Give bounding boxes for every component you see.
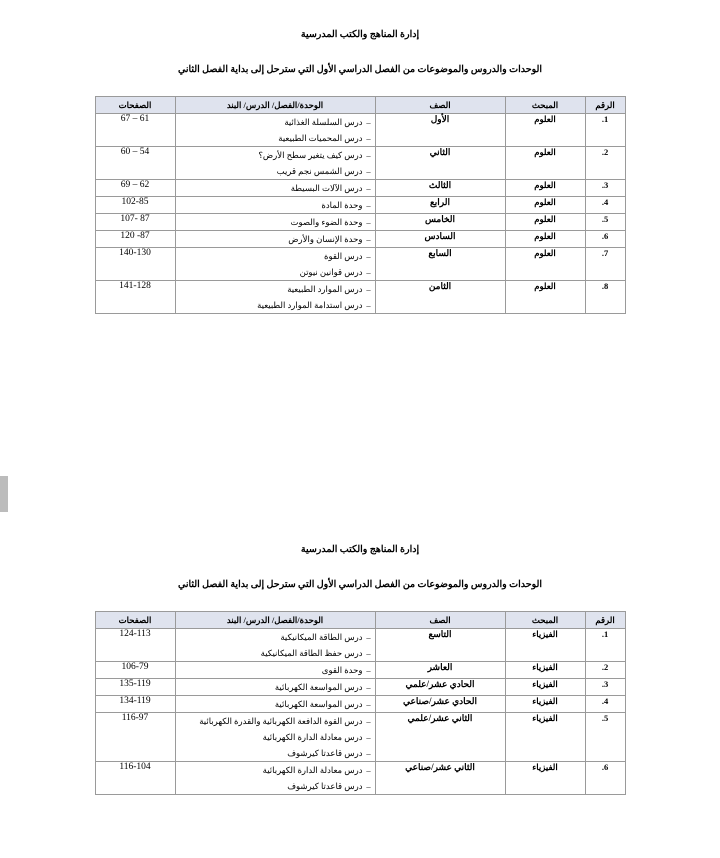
lesson-item [176, 231, 375, 247]
cell-grade: السادس [375, 230, 505, 247]
cell-pages: 106-79 [95, 661, 175, 678]
column-header-subject: المبحث [505, 96, 585, 113]
cell-subject: الفيزياء [505, 678, 585, 695]
lesson-item [176, 281, 375, 297]
column-header-grade: الصف [375, 611, 505, 628]
table-row [95, 280, 625, 313]
lesson-label: درس المحميات الطبيعية [278, 132, 363, 143]
cell-unit-lessons [175, 247, 375, 280]
cell-number: .4 [585, 196, 625, 213]
cell-pages: 69 – 62 [95, 179, 175, 196]
cell-unit-lessons [175, 661, 375, 678]
cell-grade: الرابع [375, 196, 505, 213]
table-row [95, 213, 625, 230]
dash-bullet-icon: – [366, 216, 371, 227]
dash-bullet-icon: – [366, 116, 371, 127]
table-header-row [95, 96, 625, 113]
dash-bullet-icon: – [366, 283, 371, 294]
cell-pages: 134-119 [95, 695, 175, 712]
cell-grade: الثامن [375, 280, 505, 313]
table-row [95, 247, 625, 280]
cell-number: .7 [585, 247, 625, 280]
cell-unit-lessons [175, 213, 375, 230]
dash-bullet-icon: – [366, 698, 371, 709]
lesson-list [176, 214, 375, 230]
cell-subject: الفيزياء [505, 712, 585, 761]
dash-bullet-icon: – [366, 233, 371, 244]
dash-bullet-icon: – [366, 631, 371, 642]
lesson-label: درس معادلة الدارة الكهربائية [262, 764, 363, 775]
cell-number: .5 [585, 712, 625, 761]
column-header-unit: الوحدة/الفصل/ الدرس/ البند [175, 96, 375, 113]
dash-bullet-icon: – [366, 165, 371, 176]
dash-bullet-icon: – [366, 182, 371, 193]
lesson-label: درس المواسعة الكهربائية [274, 698, 363, 709]
lesson-list [176, 231, 375, 247]
dash-bullet-icon: – [366, 715, 371, 726]
lesson-label: درس القوة [324, 250, 363, 261]
cell-pages: 116-97 [95, 712, 175, 761]
lesson-label: درس الآلات البسيطة [290, 182, 363, 193]
cell-pages: 120 -87 [95, 230, 175, 247]
cell-unit-lessons [175, 712, 375, 761]
column-header-grade: الصف [375, 96, 505, 113]
cell-pages: 67 – 61 [95, 113, 175, 146]
cell-number: .2 [585, 661, 625, 678]
column-header-pages: الصفحات [95, 611, 175, 628]
column-header-subject: المبحث [505, 611, 585, 628]
cell-grade: العاشر [375, 661, 505, 678]
lesson-label: درس المواسعة الكهربائية [274, 681, 363, 692]
cell-grade: الخامس [375, 213, 505, 230]
dash-bullet-icon: – [366, 731, 371, 742]
cell-number: .4 [585, 695, 625, 712]
lesson-label: درس كيف يتغير سطح الأرض؟ [258, 149, 363, 160]
cell-grade: الثاني عشر/صناعي [375, 761, 505, 794]
lesson-list [176, 696, 375, 712]
dash-bullet-icon: – [366, 199, 371, 210]
cell-subject: الفيزياء [505, 695, 585, 712]
lesson-item [176, 762, 375, 778]
lesson-label: درس السلسلة الغذائية [284, 116, 363, 127]
cell-pages: 135-119 [95, 678, 175, 695]
table-row [95, 695, 625, 712]
lesson-item [176, 745, 375, 761]
cell-subject: الفيزياء [505, 761, 585, 794]
lesson-label: درس حفظ الطاقة الميكانيكية [260, 647, 363, 658]
dash-bullet-icon: – [366, 647, 371, 658]
dash-bullet-icon: – [366, 266, 371, 277]
lesson-item [176, 679, 375, 695]
dash-bullet-icon: – [366, 132, 371, 143]
lesson-list [176, 629, 375, 661]
schedule-table-science [95, 96, 626, 314]
cell-number: .8 [585, 280, 625, 313]
cell-number: .5 [585, 213, 625, 230]
table-row [95, 661, 625, 678]
dash-bullet-icon: – [366, 299, 371, 310]
cell-unit-lessons [175, 230, 375, 247]
dash-bullet-icon: – [366, 764, 371, 775]
cell-unit-lessons [175, 761, 375, 794]
cell-pages: 140-130 [95, 247, 175, 280]
cell-subject: الفيزياء [505, 628, 585, 661]
cell-subject: العلوم [505, 230, 585, 247]
lesson-list [176, 281, 375, 313]
cell-grade: التاسع [375, 628, 505, 661]
cell-unit-lessons [175, 179, 375, 196]
lesson-label: درس القوة الدافعة الكهربائية والقدرة الكهربائية [199, 715, 363, 726]
column-header-number: الرقم [585, 611, 625, 628]
cell-subject: الفيزياء [505, 661, 585, 678]
lesson-label: درس معادلة الدارة الكهربائية [262, 731, 363, 742]
cell-pages: 60 – 54 [95, 146, 175, 179]
lesson-item [176, 645, 375, 661]
table-row [95, 678, 625, 695]
cell-number: .6 [585, 761, 625, 794]
cell-unit-lessons [175, 695, 375, 712]
table-row [95, 146, 625, 179]
lesson-label: وحدة المادة [321, 199, 363, 210]
lesson-list [176, 180, 375, 196]
lesson-label: درس قوانين نيوتن [299, 266, 363, 277]
lesson-item [176, 248, 375, 264]
cell-grade: الأول [375, 113, 505, 146]
lesson-item [176, 264, 375, 280]
table-body-physics [95, 628, 625, 794]
table-row [95, 113, 625, 146]
lesson-item [176, 214, 375, 230]
dash-bullet-icon: – [366, 149, 371, 160]
cell-number: .1 [585, 628, 625, 661]
dash-bullet-icon: – [366, 747, 371, 758]
page-subtitle-2: الوحدات والدروس والموضوعات من الفصل الدراسي الأول التي سترحل إلى بداية الفصل الثاني [177, 580, 543, 591]
page-title-2: إدارة المناهج والكتب المدرسية [300, 545, 420, 555]
lesson-item [176, 180, 375, 196]
lesson-item [176, 729, 375, 745]
cell-pages: 124-113 [95, 628, 175, 661]
lesson-item [176, 197, 375, 213]
cell-pages: 102-85 [95, 196, 175, 213]
table-row [95, 628, 625, 661]
cell-unit-lessons [175, 113, 375, 146]
lesson-label: درس الشمس نجم قريب [276, 165, 363, 176]
cell-grade: الثاني [375, 146, 505, 179]
cell-grade: الثالث [375, 179, 505, 196]
cell-pages: 116-104 [95, 761, 175, 794]
cell-grade: الثاني عشر/علمي [375, 712, 505, 761]
lesson-item [176, 713, 375, 729]
cell-subject: العلوم [505, 179, 585, 196]
cell-number: .1 [585, 113, 625, 146]
cell-number: .2 [585, 146, 625, 179]
dash-bullet-icon: – [366, 681, 371, 692]
cell-subject: العلوم [505, 146, 585, 179]
dash-bullet-icon: – [366, 664, 371, 675]
cell-grade: السابع [375, 247, 505, 280]
cell-unit-lessons [175, 196, 375, 213]
schedule-table-physics [95, 611, 626, 795]
cell-unit-lessons [175, 678, 375, 695]
table-header-row [95, 611, 625, 628]
table-body-science [95, 113, 625, 313]
cell-number: .6 [585, 230, 625, 247]
column-header-pages: الصفحات [95, 96, 175, 113]
lesson-item [176, 297, 375, 313]
lesson-label: وحدة الإنسان والأرض [288, 233, 363, 244]
page-subtitle-1: الوحدات والدروس والموضوعات من الفصل الدراسي الأول التي سترحل إلى بداية الفصل الثاني [177, 65, 543, 76]
lesson-label: درس استدامة الموارد الطبيعية [257, 299, 363, 310]
document-section-science [0, 0, 720, 314]
table-row [95, 761, 625, 794]
cell-number: .3 [585, 179, 625, 196]
cell-pages: 107- 87 [95, 213, 175, 230]
dash-bullet-icon: – [366, 780, 371, 791]
lesson-label: درس الطاقة الميكانيكية [280, 631, 363, 642]
table-row [95, 230, 625, 247]
lesson-item [176, 163, 375, 179]
cell-unit-lessons [175, 628, 375, 661]
column-header-number: الرقم [585, 96, 625, 113]
lesson-list [176, 197, 375, 213]
lesson-item [176, 114, 375, 130]
cell-grade: الحادي عشر/علمي [375, 678, 505, 695]
cell-unit-lessons [175, 280, 375, 313]
table-row [95, 179, 625, 196]
lesson-list [176, 147, 375, 179]
cell-subject: العلوم [505, 196, 585, 213]
lesson-list [176, 679, 375, 695]
scroll-position-marker[interactable] [0, 476, 8, 512]
page-title-1: إدارة المناهج والكتب المدرسية [300, 30, 420, 40]
lesson-item [176, 662, 375, 678]
table-row [95, 196, 625, 213]
lesson-item [176, 130, 375, 146]
lesson-label: درس قاعدتا كيرشوف [287, 747, 363, 758]
lesson-list [176, 713, 375, 761]
cell-number: .3 [585, 678, 625, 695]
document-section-physics [0, 515, 720, 795]
lesson-item [176, 778, 375, 794]
cell-subject: العلوم [505, 280, 585, 313]
cell-subject: العلوم [505, 213, 585, 230]
lesson-list [176, 248, 375, 280]
lesson-list [176, 662, 375, 678]
lesson-item [176, 629, 375, 645]
lesson-label: وحدة الضوء والصوت [290, 216, 363, 227]
lesson-item [176, 147, 375, 163]
lesson-label: درس الموارد الطبيعية [287, 283, 363, 294]
lesson-label: درس قاعدتا كيرشوف [287, 780, 363, 791]
cell-unit-lessons [175, 146, 375, 179]
table-row [95, 712, 625, 761]
dash-bullet-icon: – [366, 250, 371, 261]
column-header-unit: الوحدة/الفصل/ الدرس/ البند [175, 611, 375, 628]
lesson-list [176, 762, 375, 794]
cell-subject: العلوم [505, 113, 585, 146]
cell-grade: الحادي عشر/صناعي [375, 695, 505, 712]
lesson-list [176, 114, 375, 146]
lesson-label: وحدة القوى [321, 664, 363, 675]
cell-pages: 141-128 [95, 280, 175, 313]
lesson-item [176, 696, 375, 712]
cell-subject: العلوم [505, 247, 585, 280]
